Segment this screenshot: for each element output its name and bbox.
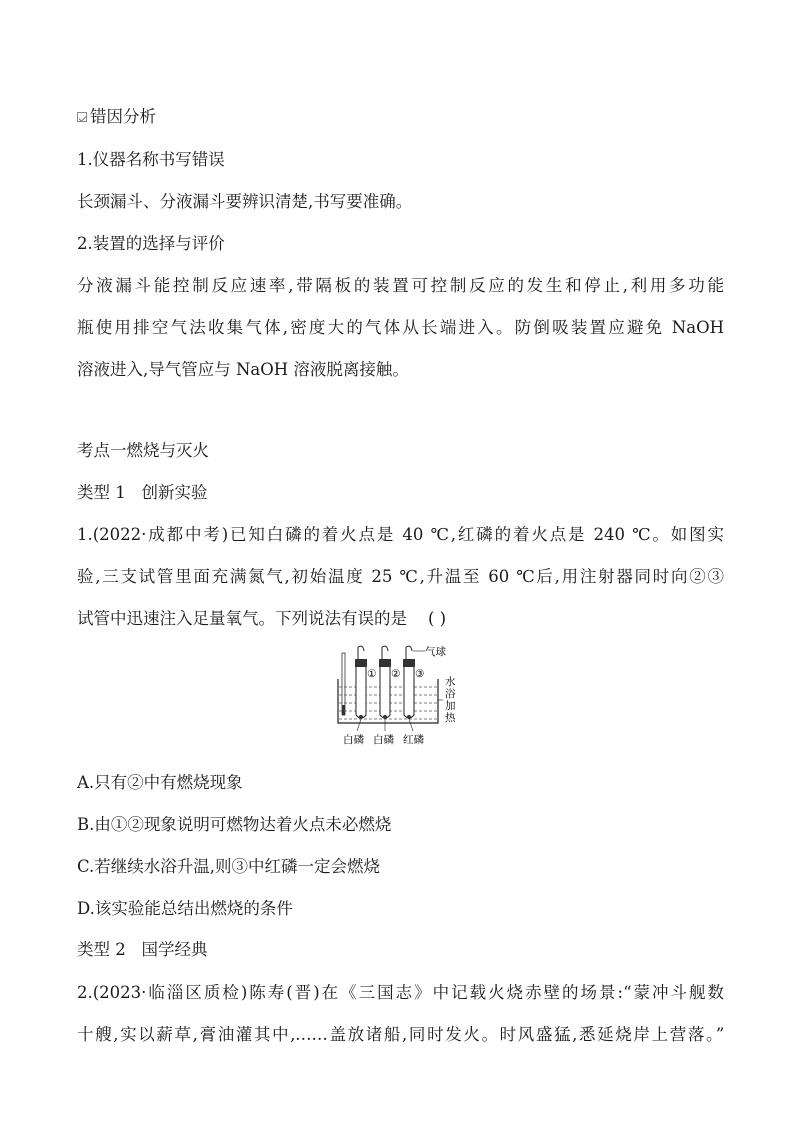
tube-number: ②: [391, 668, 401, 680]
error-item1-text: 长颈漏斗、分液漏斗要辨识清楚,书写要准确。: [77, 192, 413, 211]
error-item2-title: 2.装置的选择与评价: [77, 234, 225, 253]
type2-heading: [77, 938, 724, 962]
type1-heading: [77, 481, 724, 505]
error-item1-title: 1.仪器名称书写错误: [77, 150, 225, 169]
q1-option-a: A.只有②中有燃烧现象: [77, 773, 243, 792]
type2-name: 国学经典: [141, 940, 208, 959]
q1-line: 试管中迅速注入足量氧气。下列说法有误的是: [77, 609, 407, 628]
phosphorus-label: 白磷: [373, 734, 394, 746]
test-tube-3: [403, 646, 415, 719]
bath-label: 浴: [445, 688, 456, 700]
bath-label: 热: [445, 712, 456, 724]
error-item2-line: 分液漏斗能控制反应速率,带隔板的装置可控制反应的发生和停止,利用多功能: [77, 276, 724, 295]
answer-bracket: ( ): [427, 609, 447, 628]
error-analysis-title: 错因分析: [90, 107, 156, 126]
q1-option-c: C.若继续水浴升温,则③中红磷一定会燃烧: [77, 857, 381, 876]
balloon-label: 气球: [425, 646, 446, 658]
q1-option-b: B.由①②现象说明可燃物达着火点未必燃烧: [77, 815, 392, 834]
tube-number: ③: [415, 668, 425, 680]
q1-line: 1.(2022·成都中考)已知白磷的着火点是 40 ℃,红磷的着火点是 240 ℃。如图实: [77, 525, 724, 544]
test-tube-1: [355, 646, 367, 719]
error-analysis-heading: [77, 105, 724, 129]
type1-label: 类型 1: [77, 483, 126, 502]
q2-line: 2.(2023·临淄区质检)陈寿(晋)在《三国志》中记载火烧赤壁的场景:“蒙冲斗舰数: [77, 983, 724, 1002]
experiment-figure: [335, 645, 465, 747]
phosphorus-label: 白磷: [343, 734, 364, 746]
tube-number: ①: [367, 668, 377, 680]
error-analysis-icon: [77, 112, 87, 122]
phosphorus-label: 红磷: [403, 734, 424, 746]
topic-heading: 考点一燃烧与灭火: [77, 441, 209, 460]
error-item2-line: 溶液进入,导气管应与 NaOH 溶液脱离接触。: [77, 360, 409, 379]
error-item2-line: 瓶使用排空气法收集气体,密度大的气体从长端进入。防倒吸装置应避免 NaOH: [77, 318, 724, 337]
q1-option-d: D.该实验能总结出燃烧的条件: [77, 899, 293, 918]
test-tube-2: [379, 646, 391, 719]
q1-line: 验,三支试管里面充满氮气,初始温度 25 ℃,升温至 60 ℃后,用注射器同时向②③: [77, 567, 724, 586]
bath-label: 加: [445, 700, 456, 712]
q2-line: 十艘,实以薪草,膏油灌其中,……盖放诸船,同时发火。时风盛猛,悉延烧岸上营落。”: [77, 1025, 724, 1044]
q1-line-last: [77, 607, 724, 631]
type1-name: 创新实验: [141, 483, 208, 502]
type2-label: 类型 2: [77, 940, 126, 959]
bath-label: 水: [445, 676, 456, 688]
